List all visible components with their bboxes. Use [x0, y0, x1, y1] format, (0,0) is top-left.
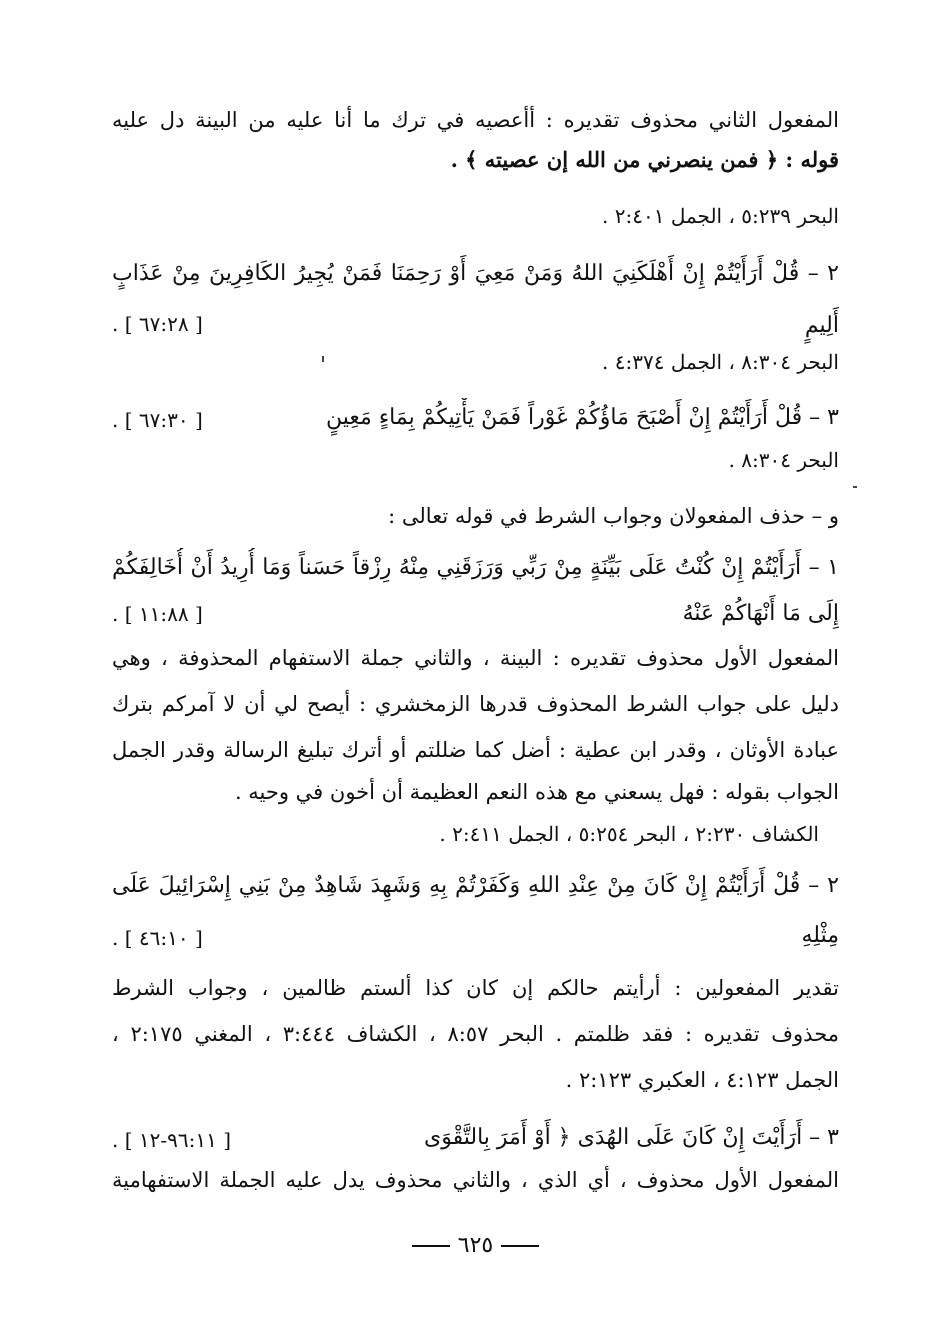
verse-reference-4: [ ١١:٨٨ ] .	[112, 602, 203, 626]
text-line-5: عبادة الأوثان ، وقدر ابن عطية : أضل كما ضللتم أو أترك تبليغ الرسالة وقدر الجمل	[112, 738, 839, 762]
citation-line-1: البحر ٥:٢٣٩ ، الجمل ٢:٤٠١ .	[602, 204, 839, 228]
text-line-9: الجمل ٤:١٢٣ ، العكبري ٢:١٢٣ .	[565, 1068, 839, 1092]
footer-dash-right	[501, 1245, 539, 1247]
text-line-7: تقدير المفعولين : أرأيتم حالكم إن كان كذا ألستم ظالمين ، وجواب الشرط	[112, 976, 839, 1000]
verse-line-2b: أَلِيمٍ	[804, 313, 839, 338]
scan-speck	[322, 356, 324, 362]
verse-line-5a: ٢ – قُلْ أَرَأَيْتُمْ إِنْ كَانَ مِنْ عِنْدِ اللهِ وَكَفَرْتُمْ بِهِ وَشَهِدَ شَاهِدٌ مِنْ بَنِي إِسْرَائِيلَ عَلَى	[112, 873, 839, 898]
verse-reference-6: [ ٩٦:١١-١٢ ] .	[112, 1128, 232, 1152]
scan-speck	[853, 486, 857, 488]
page-footer	[0, 1228, 951, 1264]
verse-reference-3: [ ٦٧:٣٠ ] .	[112, 408, 203, 432]
text-line-4: دليل على جواب الشرط المحذوف قدرها الزمخشري : أيصح لي أن لا آمركم بترك	[112, 692, 839, 716]
verse-line-4a: ١ – أَرَأَيْتُمْ إِنْ كُنْتُ عَلَى بَيِّنَةٍ مِنْ رَبِّي وَرَزَقَنِي مِنْهُ رِزْقاً حَسَناً وَمَا أُرِيدُ أَنْ أُخَالِفَكُمْ	[112, 555, 839, 580]
verse-reference-5: [ ٤٦:١٠ ] .	[112, 926, 203, 950]
verse-line-6: ٣ – أَرَأَيْتَ إِنْ كَانَ عَلَى الهُدَى ﴿ أَوْ أَمَرَ بِالتَّقْوَى	[424, 1125, 839, 1150]
citation-line-2: البحر ٨:٣٠٤ ، الجمل ٤:٣٧٤ .	[602, 350, 839, 374]
text-line-2: قوله : ﴿ فمن ينصرني من الله إن عصيته ﴾ .	[450, 147, 839, 172]
page-number: ٦٢٥	[457, 1233, 494, 1258]
text-line-1: المفعول الثاني محذوف تقديره : أأعصيه في ترك ما أنا عليه من البينة دل عليه	[112, 108, 839, 132]
verse-line-3: ٣ – قُلْ أَرَأَيْتُمْ إِنْ أَصْبَحَ مَاؤُكُمْ غَوْراً فَمَنْ يَأْتِيكُمْ بِمَاءٍ مَعِينٍ	[326, 405, 839, 430]
citation-line-3: البحر ٨:٣٠٤ .	[728, 448, 839, 472]
verse-line-4b: إِلَى مَا أَنْهَاكُمْ عَنْهُ	[682, 601, 839, 626]
text-line-8: محذوف تقديره : فقد ظلمتم . البحر ٨:٥٧ ، الكشاف ٣:٤٤٤ ، المغني ٢:١٧٥ ،	[112, 1022, 839, 1046]
text-line-6: الجواب بقوله : فهل يسعني مع هذه النعم العظيمة أن أخون في وحيه .	[234, 780, 839, 804]
text-line-10: المفعول الأول محذوف ، أي الذي ، والثاني محذوف يدل عليه الجملة الاستفهامية	[112, 1168, 839, 1192]
section-heading: و – حذف المفعولان وجواب الشرط في قوله تعالى :	[388, 504, 839, 528]
verse-line-2a: ٢ – قُلْ أَرَأَيْتُمْ إِنْ أَهْلَكَنِيَ اللهُ وَمَنْ مَعِيَ أَوْ رَحِمَنَا فَمَنْ يُجِيرُ الكَافِرِينَ مِنْ عَذَابٍ	[112, 261, 839, 286]
verse-reference-2: [ ٦٧:٢٨ ] .	[112, 312, 203, 336]
text-line-3: المفعول الأول محذوف تقديره : البينة ، والثاني جملة الاستفهام المحذوفة ، وهي	[112, 646, 839, 670]
citation-line-4: الكشاف ٢:٢٣٠ ، البحر ٥:٢٥٤ ، الجمل ٢:٤١١ .	[439, 822, 819, 846]
footer-dash-left	[412, 1245, 450, 1247]
verse-line-5b: مِثْلِهِ	[801, 923, 839, 948]
